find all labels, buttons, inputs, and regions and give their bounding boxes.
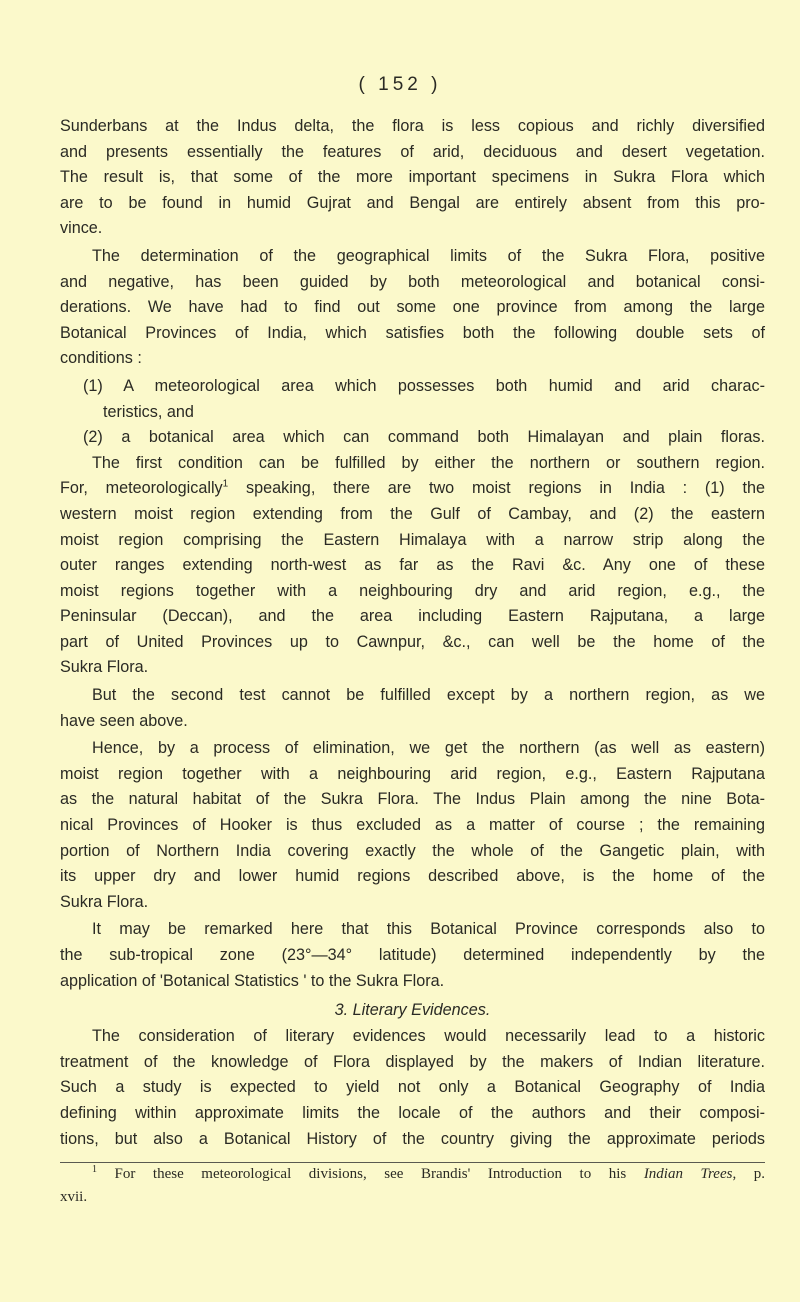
text-line: portion of Northern India covering exactly the whole of the Gangetic plain, with [60,841,765,860]
page-body [60,112,765,1152]
text-line: tions, but also a Botanical History of the country giving the approximate periods [60,1129,765,1148]
text-line: The result is, that some of the more important specimens in Sukra Flora which [60,168,765,187]
text-line: It may be remarked here that this Botanical Province corresponds also to [92,920,765,939]
paragraph-4 [60,683,765,734]
page-number: ( 152 ) [358,74,442,95]
paragraph-5 [60,736,765,915]
text-line: Botanical Provinces of India, which satisfies both the following double sets of [60,323,765,342]
text-line: vince. [60,219,103,238]
text-line: conditions : [60,349,142,368]
text-line: outer ranges extending north-west as far as the Ravi &c. Any one of these [60,556,765,575]
text-line: Hence, by a process of elimination, we get the northern (as well as eastern) [92,739,765,758]
footnote-line: xvii. [60,1189,88,1205]
text-line: defining within approximate limits the locale of the authors and their composi- [60,1103,765,1122]
footnote-book-title: Indian Trees [643,1166,733,1182]
footnote [60,1163,765,1209]
text-line: have seen above. [60,711,188,730]
text-line [60,476,765,502]
footnote-text: , p. [732,1166,766,1182]
text-line: are to be found in humid Gujrat and Bengal are entirely absent from this pro- [60,193,765,212]
text-line: moist regions together with a neighbouring dry and arid region, e.g., the [60,581,765,600]
footnote-line [60,1163,765,1186]
text-line: as the natural habitat of the Sukra Flora. The Indus Plain among the nine Bota- [60,790,765,809]
paragraph-1 [60,114,765,242]
text-line: Peninsular (Deccan), and the area including Eastern Rajputana, a large [60,607,765,626]
text-line: The determination of the geographical limits of the Sukra Flora, positive [92,246,765,265]
text-line: Sukra Flora. [60,658,149,677]
text-line: Such a study is expected to yield not only a Botanical Geography of India [60,1078,765,1097]
condition-list [60,374,765,451]
text-line: part of United Provinces up to Cawnpur, &c., can well be the home of the [60,632,765,651]
paragraph-3 [60,451,765,681]
text-line: and negative, has been guided by both meteorological and botanical consi- [60,272,765,291]
text-fragment: For, meteorologically [60,479,223,498]
text-line: Sukra Flora. [60,892,149,911]
list-item: (1) A meteorological area which possesses both humid and arid charac- [83,376,765,395]
paragraph-2 [60,244,765,372]
text-line: Sunderbans at the Indus delta, the flora is less copious and richly diversified [60,117,765,135]
text-line: The consideration of literary evidences would necessarily lead to a historic [92,1027,765,1046]
paragraph-7 [60,1024,765,1152]
text-line: The first condition can be fulfilled by either the northern or southern region. [92,453,765,472]
text-line: and presents essentially the features of arid, deciduous and desert vegetation. [60,142,765,161]
text-line: moist region comprising the Eastern Himalaya with a narrow strip along the [60,530,765,549]
text-line: the sub-tropical zone (23°—34° latitude) determined independently by the [60,946,765,964]
text-line: nical Provinces of Hooker is thus excluded as a matter of course ; the remaining [60,816,765,835]
list-item: (2) a botanical area which can command both Himalayan and plain floras. [83,428,765,447]
text-line: application of 'Botanical Statistics ' to the Sukra Flora. [60,971,445,990]
paragraph-6 [60,917,765,994]
text-line: western moist region extending from the Gulf of Cambay, and (2) the eastern [60,504,765,523]
text-line: treatment of the knowledge of Flora displayed by the makers of Indian literature. [60,1052,765,1071]
text-line: But the second test cannot be fulfilled except by a northern region, as we [92,686,765,705]
text-line: its upper dry and lower humid regions described above, is the home of the [60,867,765,886]
text-line: derations. We have had to find out some one province from among the large [60,298,765,317]
text-line: moist region together with a neighbouring arid region, e.g., Eastern Rajputana [60,764,765,783]
section-heading: 3. Literary Evidences. [334,1001,491,1020]
footnote-marker: 1 [92,1164,97,1175]
list-item-continuation: teristics, and [103,402,194,421]
text-fragment: speaking, there are two moist regions in India : (1) the [246,479,765,498]
footnote-ref: 1 [222,478,229,490]
footnote-text: For these meteorological divisions, see Brandis' Introduction to his [114,1166,644,1182]
